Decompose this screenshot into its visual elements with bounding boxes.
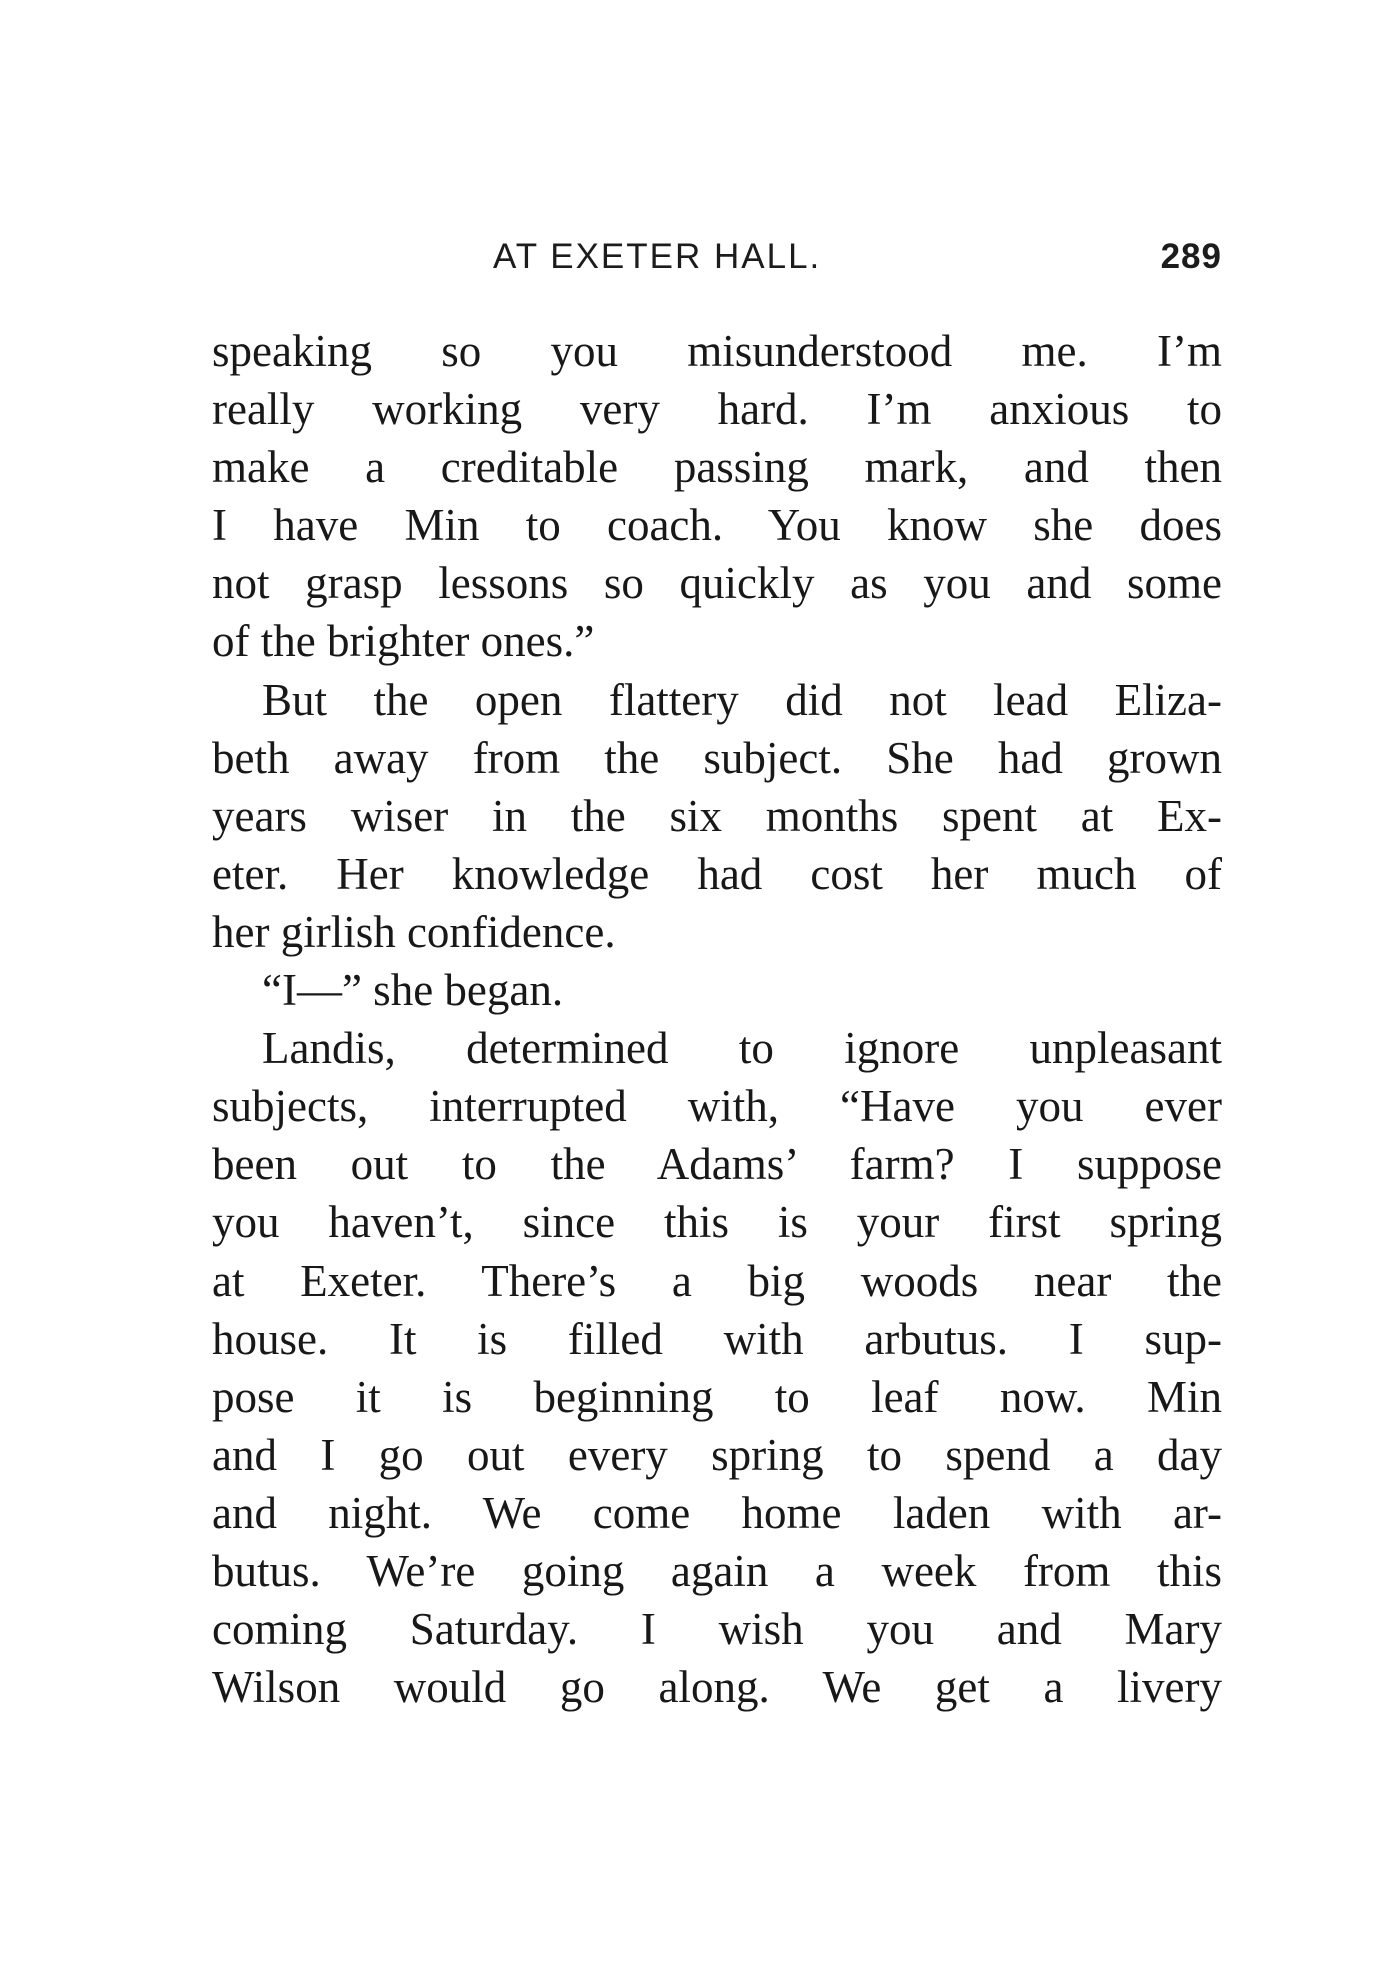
text-line: Landis, determined to ignore unpleasant xyxy=(262,1023,1222,1074)
text-line: coming Saturday. I wish you and Mary xyxy=(212,1604,1222,1655)
text-line: speaking so you misunderstood me. I’m xyxy=(212,326,1222,376)
paragraph-3 xyxy=(212,961,1222,1019)
text-line: been out to the Adams’ farm? I suppose xyxy=(212,1139,1222,1190)
text-line: really working very hard. I’m anxious to xyxy=(212,384,1222,435)
text-line: you haven’t, since this is your first spring xyxy=(212,1197,1222,1248)
text-line: make a creditable passing mark, and then xyxy=(212,442,1222,493)
text-line: pose it is beginning to leaf now. Min xyxy=(212,1371,1222,1422)
text-line: I have Min to coach. You know she does xyxy=(212,500,1222,551)
text-line: But the open flattery did not lead Eliza- xyxy=(262,674,1222,725)
text-line: beth away from the subject. She had grown xyxy=(212,732,1222,783)
body-text xyxy=(212,322,1222,1716)
paragraph-2 xyxy=(212,671,1222,961)
text-line: of the brighter ones.” xyxy=(212,616,595,667)
text-line: subjects, interrupted with, “Have you ever xyxy=(212,1081,1222,1132)
text-line: at Exeter. There’s a big woods near the xyxy=(212,1255,1222,1306)
chapter-title: AT EXETER HALL. xyxy=(493,237,822,276)
text-line: and I go out every spring to spend a day xyxy=(212,1429,1222,1480)
text-line: Wilson would go along. We get a livery xyxy=(212,1662,1222,1713)
text-line: eter. Her knowledge had cost her much of xyxy=(212,848,1222,899)
text-line: and night. We come home laden with ar- xyxy=(212,1487,1222,1538)
text-line: her girlish confidence. xyxy=(212,906,616,957)
text-line: “I—” she began. xyxy=(262,965,564,1016)
page-number: 289 xyxy=(1160,237,1222,276)
paragraph-4 xyxy=(212,1019,1222,1716)
running-header xyxy=(212,237,1222,287)
paragraph-1 xyxy=(212,322,1222,671)
text-line: house. It is filled with arbutus. I sup- xyxy=(212,1313,1222,1364)
text-line: butus. We’re going again a week from this xyxy=(212,1545,1222,1596)
text-line: not grasp lessons so quickly as you and some xyxy=(212,558,1222,609)
text-line: years wiser in the six months spent at Ex- xyxy=(212,790,1222,841)
